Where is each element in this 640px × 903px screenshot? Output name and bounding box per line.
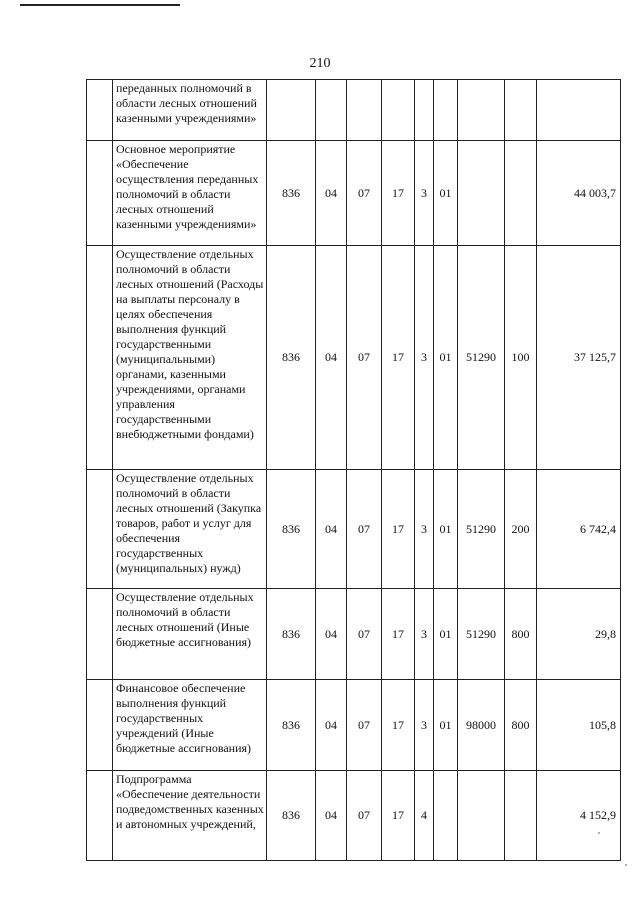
amount-cell: 37 125,7 <box>537 246 621 470</box>
kbk-code-cell: 836 <box>267 771 316 861</box>
program-cell: 17 <box>382 246 415 470</box>
program-cell: 17 <box>382 141 415 246</box>
section-cell: 04 <box>316 680 347 771</box>
subsection-cell: 07 <box>347 589 382 680</box>
section-cell: 04 <box>316 141 347 246</box>
subsection-cell <box>347 80 382 141</box>
table-row <box>87 141 621 246</box>
table-row <box>87 470 621 589</box>
description-cell: Осуществление отдельных полномочий в области лесных отношений (Закупка товаров, работ и услуг для обеспечения государственных (муниципальных) нужд) <box>113 470 267 589</box>
direction-cell <box>458 771 505 861</box>
section-cell: 04 <box>316 589 347 680</box>
subprogram-cell: 3 <box>415 680 434 771</box>
direction-cell <box>458 80 505 141</box>
expense-type-cell <box>505 80 537 141</box>
activity-cell <box>434 80 458 141</box>
description-cell: Осуществление отдельных полномочий в области лесных отношений (Иные бюджетные ассигнования) <box>113 589 267 680</box>
table-row <box>87 680 621 771</box>
kbk-code-cell: 836 <box>267 470 316 589</box>
top-rule <box>20 4 180 6</box>
program-cell: 17 <box>382 771 415 861</box>
subsection-cell: 07 <box>347 246 382 470</box>
activity-cell: 01 <box>434 246 458 470</box>
subprogram-cell: 3 <box>415 589 434 680</box>
amount-cell <box>537 80 621 141</box>
table-row <box>87 246 621 470</box>
expense-type-cell: 800 <box>505 680 537 771</box>
direction-cell <box>458 141 505 246</box>
expense-type-cell: 200 <box>505 470 537 589</box>
section-cell <box>316 80 347 141</box>
amount-cell: 105,8 <box>537 680 621 771</box>
subprogram-cell <box>415 80 434 141</box>
subprogram-cell: 3 <box>415 141 434 246</box>
program-cell: 17 <box>382 680 415 771</box>
direction-cell: 51290 <box>458 470 505 589</box>
row-number-cell <box>87 141 113 246</box>
description-cell: Осуществление отдельных полномочий в области лесных отношений (Расходы на выплаты персоналу в целях обеспечения выполнения функций государственными (муниципальными) органами, казенными учреждениями, органами управления государственными внебюджетными фондами) <box>113 246 267 470</box>
expense-type-cell: 800 <box>505 589 537 680</box>
page-number: 210 <box>309 56 331 71</box>
kbk-code-cell <box>267 80 316 141</box>
subprogram-cell: 3 <box>415 470 434 589</box>
section-cell: 04 <box>316 771 347 861</box>
program-cell: 17 <box>382 470 415 589</box>
subprogram-cell: 4 <box>415 771 434 861</box>
subsection-cell: 07 <box>347 680 382 771</box>
activity-cell: 01 <box>434 589 458 680</box>
table-row <box>87 80 621 141</box>
direction-cell: 51290 <box>458 246 505 470</box>
expense-type-cell <box>505 141 537 246</box>
activity-cell: 01 <box>434 141 458 246</box>
kbk-code-cell: 836 <box>267 680 316 771</box>
row-number-cell <box>87 246 113 470</box>
table-row <box>87 771 621 861</box>
subsection-cell: 07 <box>347 771 382 861</box>
description-cell: Финансовое обеспечение выполнения функций государственных учреждений (Иные бюджетные ассигнования) <box>113 680 267 771</box>
direction-cell: 51290 <box>458 589 505 680</box>
kbk-code-cell: 836 <box>267 141 316 246</box>
row-number-cell <box>87 589 113 680</box>
amount-cell: 29,8 <box>537 589 621 680</box>
subsection-cell: 07 <box>347 141 382 246</box>
row-number-cell <box>87 771 113 861</box>
activity-cell <box>434 771 458 861</box>
amount-cell: 6 742,4 <box>537 470 621 589</box>
activity-cell: 01 <box>434 680 458 771</box>
direction-cell: 98000 <box>458 680 505 771</box>
expense-type-cell <box>505 771 537 861</box>
description-cell: Подпрограмма «Обеспечение деятельности подведомственных казенных и автономных учреждений, <box>113 771 267 861</box>
amount-cell: 44 003,7 <box>537 141 621 246</box>
row-number-cell <box>87 80 113 141</box>
subsection-cell: 07 <box>347 470 382 589</box>
subprogram-cell: 3 <box>415 246 434 470</box>
description-cell: Основное мероприятие «Обеспечение осуществления переданных полномочий в области лесных отношений казенными учреждениями» <box>113 141 267 246</box>
table-row <box>87 589 621 680</box>
section-cell: 04 <box>316 246 347 470</box>
description-cell: переданных полномочий в области лесных отношений казенными учреждениями» <box>113 80 267 141</box>
amount-cell: 4 152,9 <box>537 771 621 861</box>
kbk-code-cell: 836 <box>267 246 316 470</box>
budget-table <box>86 79 621 861</box>
scan-speck <box>625 864 627 866</box>
program-cell <box>382 80 415 141</box>
row-number-cell <box>87 470 113 589</box>
program-cell: 17 <box>382 589 415 680</box>
activity-cell: 01 <box>434 470 458 589</box>
expense-type-cell: 100 <box>505 246 537 470</box>
section-cell: 04 <box>316 470 347 589</box>
scan-speck <box>598 832 600 834</box>
kbk-code-cell: 836 <box>267 589 316 680</box>
row-number-cell <box>87 680 113 771</box>
